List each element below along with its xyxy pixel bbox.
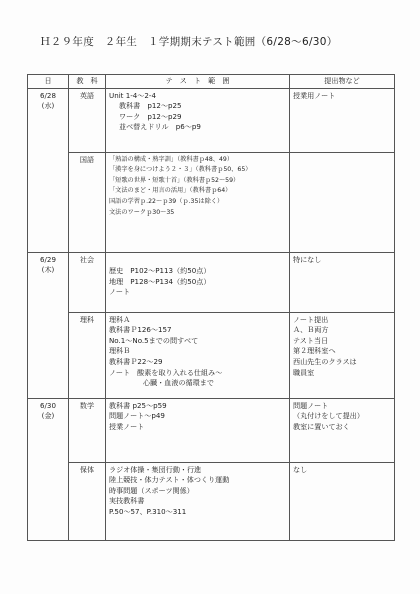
submit-line: なし <box>293 464 308 474</box>
weekday-label: (木) <box>41 265 55 275</box>
range-line: 問題ノート〜p49 <box>109 411 165 421</box>
range-line: Unit 1-4〜2-4 <box>109 90 156 100</box>
range-line: 陸上競技・体力テスト・体つくり運動 <box>109 475 230 485</box>
header-submit: 提出物など <box>290 75 395 89</box>
range-social <box>106 252 290 312</box>
exam-range-table <box>27 74 395 541</box>
range-line: 心臓・血液の循環まで <box>143 378 214 388</box>
submit-line: 職員室 <box>293 367 315 377</box>
range-english <box>106 88 290 152</box>
range-science <box>106 312 290 398</box>
range-line: 「文法のまど・用言の活用」（教科書ｐ64） <box>109 187 232 195</box>
table-row-social <box>28 252 395 312</box>
weekday-label: (金) <box>41 411 55 421</box>
submit-math <box>290 398 395 462</box>
subject-science: 理科 <box>69 312 106 398</box>
table-row-math <box>28 398 395 462</box>
range-line: 国語の学習ｐ.22〜ｐ39（ｐ.35は除く） <box>109 197 224 205</box>
submit-science <box>290 312 395 398</box>
range-line: 教科書 p25〜p59 <box>109 400 167 410</box>
range-line: 教科書 p12〜p25 <box>119 101 182 111</box>
submit-line: 西山先生のクラスは <box>293 356 357 366</box>
submit-line: Ａ、Ｂ両方 <box>293 325 329 335</box>
range-japanese <box>106 152 290 252</box>
table-header-row <box>28 75 395 89</box>
submit-japanese <box>290 152 395 252</box>
submit-social <box>290 252 395 312</box>
range-line: 授業ノート <box>109 421 145 431</box>
subject-social: 社会 <box>69 252 106 312</box>
date-label: 6/29 <box>40 254 56 264</box>
submit-pe <box>290 462 395 540</box>
submit-line: ノート提出 <box>293 314 329 324</box>
header-date: 日 <box>28 75 69 89</box>
header-subject: 教 科 <box>69 75 106 89</box>
range-line: 「短歌の世界・短歌十首」（教科書ｐ52〜59） <box>109 176 240 184</box>
subject-english: 英語 <box>69 88 106 152</box>
range-line: 地理 P128〜P134（約50点） <box>109 276 211 286</box>
header-range: テ ス ト 範 囲 <box>106 75 290 89</box>
range-line: ノート 酸素を取り入れる仕組み〜 <box>109 367 223 377</box>
page-title: Ｈ２９年度 ２年生 １学期期末テスト範囲（6/28〜6/30） <box>40 36 338 48</box>
range-pe <box>106 462 290 540</box>
subject-japanese: 国語 <box>69 152 106 252</box>
subject-math: 数学 <box>69 398 106 462</box>
date-label: 6/28 <box>40 90 56 100</box>
table-row-science <box>28 312 395 398</box>
submit-english <box>290 88 395 152</box>
range-line: ラジオ体操・集団行動・行進 <box>109 464 202 474</box>
submit-line: 特になし <box>293 254 322 264</box>
range-math <box>106 398 290 462</box>
range-line: 文法のワークｐ30〜35 <box>109 208 175 216</box>
range-line: 実技教科書 <box>109 496 145 506</box>
date-cell-628 <box>28 88 69 252</box>
subject-pe: 保体 <box>69 462 106 540</box>
range-line: 歴史 P102〜P113（約50点） <box>109 266 211 276</box>
submit-line: 第２理科室へ <box>293 346 336 356</box>
table-row-japanese <box>28 152 395 252</box>
range-line: 「熟語の構成・熟字訓」（教科書ｐ48、49） <box>109 155 234 163</box>
table-row-english <box>28 88 395 152</box>
submit-line: 授業用ノート <box>293 90 336 100</box>
range-line: P.50〜57、P.310〜311 <box>109 506 187 516</box>
submit-line: テスト当日 <box>293 335 329 345</box>
range-line: 並べ替えドリル p6〜p9 <box>119 122 201 132</box>
weekday-label: (水) <box>41 101 55 111</box>
submit-line: 教室に置いておく <box>293 421 350 431</box>
range-line: 理科Ａ <box>109 314 131 324</box>
date-label: 6/30 <box>40 400 56 410</box>
range-line: 教科書Ｐ22〜29 <box>109 356 163 366</box>
range-line: 理科Ｂ <box>109 346 131 356</box>
range-line: 時事問題（スポーツ関係） <box>109 485 194 495</box>
range-line: No.1〜No.5までの問すべて <box>109 335 199 345</box>
date-cell-629 <box>28 252 69 398</box>
submit-line: 問題ノート <box>293 400 329 410</box>
range-line: ワーク p12〜p29 <box>119 111 182 121</box>
range-line: ノート <box>109 287 131 297</box>
range-line: 「漢字を身につけよう２・３」（教科書ｐ50、65） <box>109 166 252 174</box>
date-cell-630 <box>28 398 69 540</box>
table-row-pe <box>28 462 395 540</box>
range-line: 教科書Ｐ126〜157 <box>109 325 172 335</box>
submit-line: （丸付けをして提出） <box>293 411 364 421</box>
